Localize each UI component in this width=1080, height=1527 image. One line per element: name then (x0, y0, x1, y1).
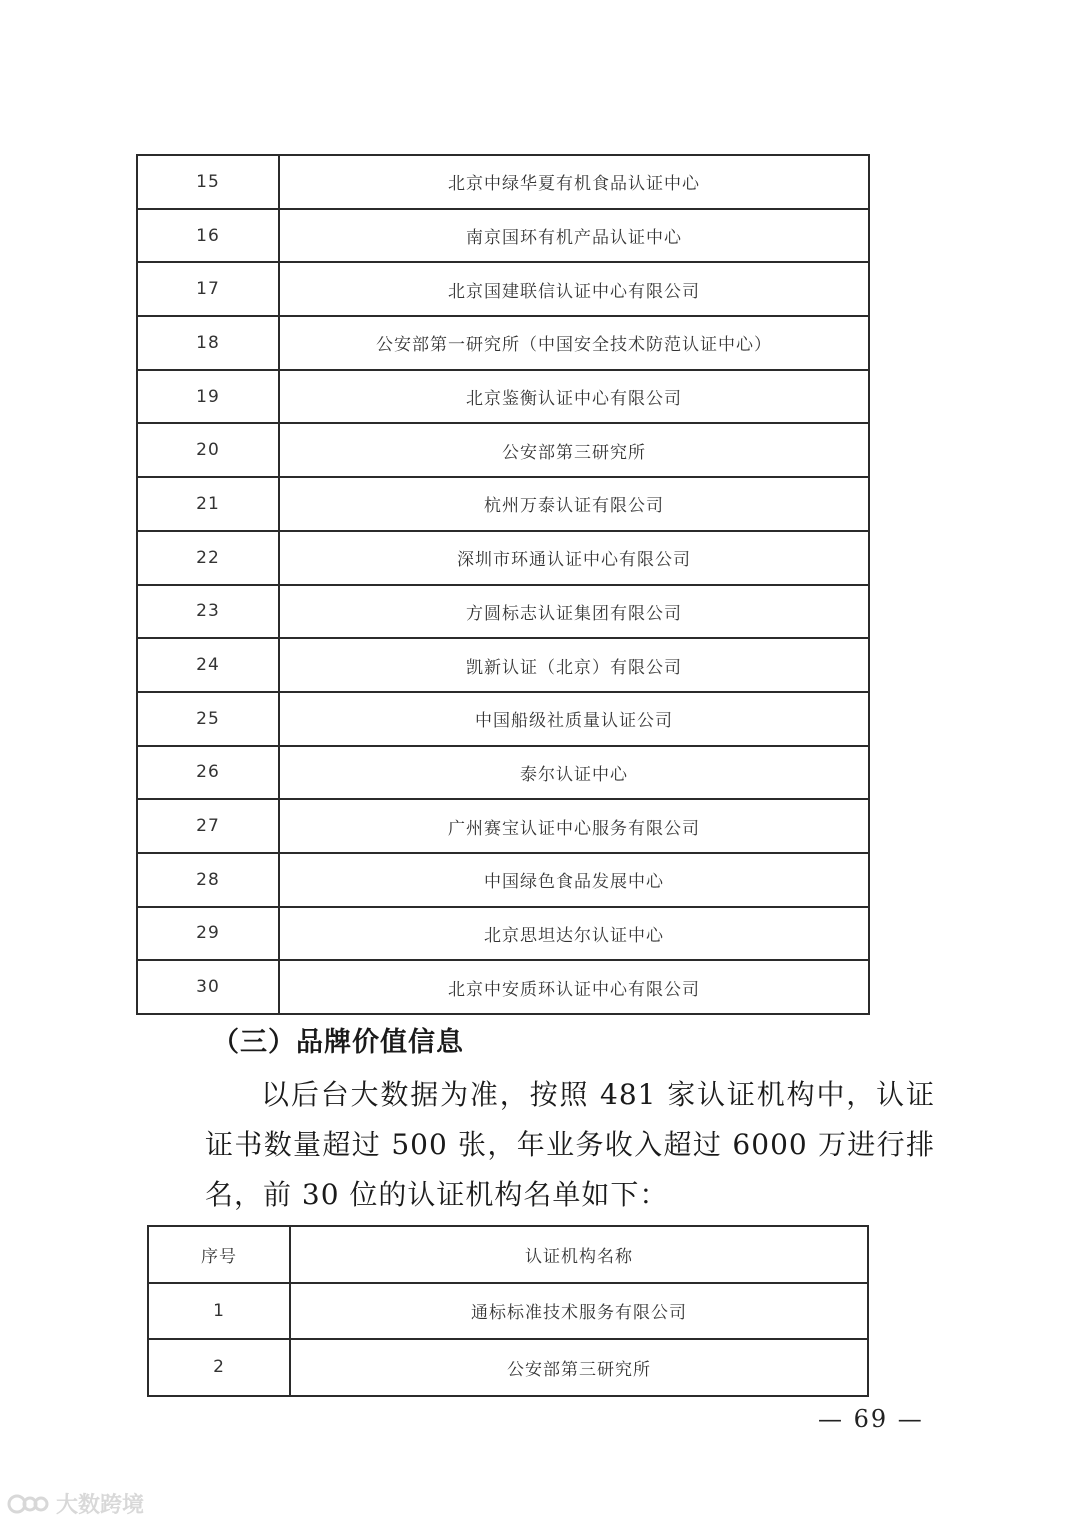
row-number: 17 (137, 262, 279, 316)
section-heading: （三）品牌价值信息 (212, 1027, 464, 1058)
org-name: 杭州万泰认证有限公司 (279, 477, 869, 531)
org-name: 公安部第三研究所 (279, 423, 869, 477)
row-number: 19 (137, 370, 279, 424)
org-name: 北京中安质环认证中心有限公司 (279, 960, 869, 1014)
org-name: 泰尔认证中心 (279, 746, 869, 800)
table-body (137, 155, 869, 1014)
table-row (137, 155, 869, 209)
org-name: 北京鉴衡认证中心有限公司 (279, 370, 869, 424)
row-number: 2 (148, 1339, 290, 1396)
row-number: 28 (137, 853, 279, 907)
row-number: 21 (137, 477, 279, 531)
row-number: 27 (137, 799, 279, 853)
row-number: 23 (137, 585, 279, 639)
section-paragraph: 以后台大数据为准，按照 481 家认证机构中，认证证书数量超过 500 张，年业务收入超过 6000 万进行排名，前 30 位的认证机构名单如下： (205, 1078, 935, 1211)
row-number: 30 (137, 960, 279, 1014)
table-row (137, 853, 869, 907)
header-org-name: 认证机构名称 (290, 1226, 868, 1283)
row-number: 29 (137, 907, 279, 961)
org-name: 南京国环有机产品认证中心 (279, 209, 869, 263)
certification-table-continued (136, 154, 870, 1015)
row-number: 1 (148, 1283, 290, 1340)
logo-icon (6, 1491, 50, 1517)
table-body (148, 1226, 868, 1396)
page-number: — 69 — (818, 1405, 924, 1433)
org-name: 北京中绿华夏有机食品认证中心 (279, 155, 869, 209)
table-row (137, 423, 869, 477)
org-name: 凯新认证（北京）有限公司 (279, 638, 869, 692)
row-number: 18 (137, 316, 279, 370)
org-name: 广州赛宝认证中心服务有限公司 (279, 799, 869, 853)
org-name: 公安部第三研究所 (290, 1339, 868, 1396)
table-row (137, 262, 869, 316)
table-row (137, 692, 869, 746)
org-name: 北京国建联信认证中心有限公司 (279, 262, 869, 316)
org-name: 通标标准技术服务有限公司 (290, 1283, 868, 1340)
org-name: 深圳市环通认证中心有限公司 (279, 531, 869, 585)
table-row (148, 1283, 868, 1340)
table-row (137, 799, 869, 853)
row-number: 16 (137, 209, 279, 263)
row-number: 20 (137, 423, 279, 477)
row-number: 26 (137, 746, 279, 800)
watermark-text: 大数跨境 (56, 1493, 145, 1518)
table-row (137, 746, 869, 800)
watermark (6, 1488, 144, 1519)
brand-value-table (147, 1225, 869, 1397)
row-number: 22 (137, 531, 279, 585)
row-number: 24 (137, 638, 279, 692)
row-number: 15 (137, 155, 279, 209)
org-name: 公安部第一研究所（中国安全技术防范认证中心） (279, 316, 869, 370)
table-row (137, 907, 869, 961)
org-name: 北京思坦达尔认证中心 (279, 907, 869, 961)
table-row (148, 1339, 868, 1396)
org-name: 方圆标志认证集团有限公司 (279, 585, 869, 639)
table-row (137, 638, 869, 692)
header-number: 序号 (148, 1226, 290, 1283)
table-row (137, 209, 869, 263)
table-row (137, 370, 869, 424)
table-row (137, 316, 869, 370)
table-row (137, 531, 869, 585)
table-header-row (148, 1226, 868, 1283)
org-name: 中国船级社质量认证公司 (279, 692, 869, 746)
row-number: 25 (137, 692, 279, 746)
table-row (137, 960, 869, 1014)
org-name: 中国绿色食品发展中心 (279, 853, 869, 907)
table-row (137, 585, 869, 639)
table-row (137, 477, 869, 531)
